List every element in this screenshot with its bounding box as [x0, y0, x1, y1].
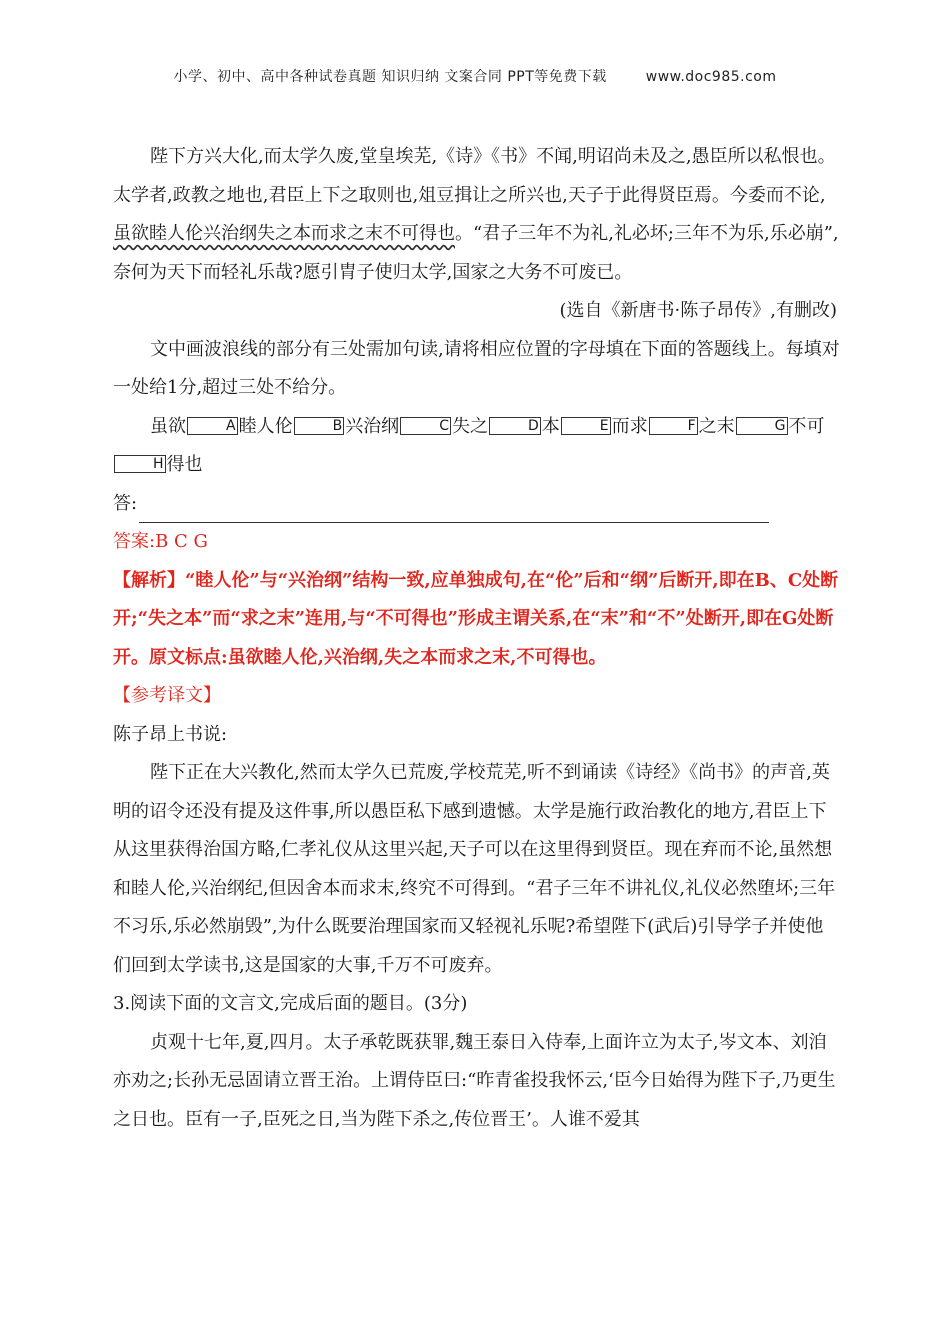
boxed-letter: B [294, 417, 345, 435]
analysis-paragraph [113, 562, 841, 678]
answer-text: 答案:B C G [113, 531, 208, 552]
boxed-letter: C [400, 417, 451, 435]
boxed-letter: D [489, 417, 541, 435]
passage-text-2: 。“君子三年不为礼,礼必坏;三年不为乐,乐必崩”,奈何为天下而轻礼乐哉?愿引胄子使归太学,国家之大务不可废已。 [113, 223, 839, 283]
analysis-text: “睦人伦”与“兴治纲”结构一致,应单独成句,在“伦”后和“纲”后断开,即在B、C处断开;“失之本”而“求之末”连用,与“不可得也”形成主谓关系,在“末”和“不”处断开,即在G处断开。原文标点:虽欲睦人伦,兴治纲,失之本而求之末,不可得也。 [113, 569, 839, 668]
sentence-segment: 而求 [611, 415, 648, 437]
sentence-segment: 得也 [166, 454, 203, 475]
passage-source: (选自《新唐书·陈子昂传》,有删改) [559, 300, 837, 321]
question-3-passage: 贞观十七年,夏,四月。太子承乾既获罪,魏王泰日入侍奉,上面许立为太子,岑文本、刘洎亦劝之;长孙无忌固请立晋王治。上谓侍臣曰:“昨青雀投我怀云,‘臣今日始得为陛下子,乃更生之日也。臣有一子,臣死之日,当为陛下杀之,传位晋王’。人谁不爱其 [113, 1031, 836, 1130]
answer-blank[interactable] [139, 494, 769, 523]
sentence-segment: 失之 [451, 415, 488, 437]
sentence-segment: 兴治纲 [345, 415, 400, 437]
sentence-segment: 不可 [788, 415, 825, 437]
question-3-title: 3.阅读下面的文言文,完成后面的题目。(3分) [113, 993, 468, 1014]
page-header [0, 66, 950, 86]
boxed-letter: G [736, 417, 788, 435]
sentence-segment: 睦人伦 [238, 415, 293, 437]
header-title: 小学、初中、高中各种试卷真题 知识归纳 文案合同 PPT等免费下载 [173, 69, 607, 85]
passage-text-1: 陛下方兴大化,而太学久废,堂皇埃芜,《诗》《书》不闻,明诏尚未及之,愚臣所以私恨也。太学者,政教之地也,君臣上下之取则也,俎豆揖让之所兴也,天子于此得贤臣焉。今委而不论, [113, 146, 836, 206]
answer-line [113, 485, 841, 524]
boxed-letter: F [649, 417, 698, 435]
answer-label: 答: [113, 492, 138, 514]
analysis-tag: 【解析】 [113, 569, 185, 591]
boxed-letter: A [187, 417, 238, 435]
header-site[interactable]: www.doc985.com [645, 69, 777, 85]
boxed-letter: E [561, 417, 611, 435]
wavy-underlined-sentence: 虽欲睦人伦兴治纲失之本而求之末不可得也 [113, 223, 455, 244]
sentence-segment: 本 [541, 415, 560, 437]
translation-body: 陛下正在大兴教化,然而太学久已荒废,学校荒芜,听不到诵读《诗经》《尚书》的声音,英明的诏令还没有提及这件事,所以愚臣私下感到遗憾。太学是施行政治教化的地方,君臣上下从这里获得治国方略,仁孝礼仪从这里兴起,天子可以在这里得到贤臣。现在弃而不论,虽然想和睦人伦,兴治纲纪,但因舍本而求末,终究不可得到。“君子三年不讲礼仪,礼仪必然堕坏;三年不习乐,乐必然崩毁”,为什么既要治理国家而又轻视礼乐呢?希望陛下(武后)引导学子并使他们回到太学读书,这是国家的大事,千万不可废弃。 [113, 762, 836, 976]
passage-paragraph [113, 138, 841, 292]
sentence-segment: 之末 [698, 415, 735, 437]
translation-intro: 陈子昂上书说: [113, 723, 228, 745]
question-sentence [113, 408, 841, 485]
question-instruction: 文中画波浪线的部分有三处需加句读,请将相应位置的字母填在下面的答题线上。每填对一处给1分,超过三处不给分。 [113, 338, 840, 398]
sentence-segment: 虽欲 [150, 415, 186, 437]
document-body [113, 138, 841, 1139]
boxed-letter: H [114, 455, 166, 473]
translation-tag: 【参考译文】 [113, 685, 221, 706]
